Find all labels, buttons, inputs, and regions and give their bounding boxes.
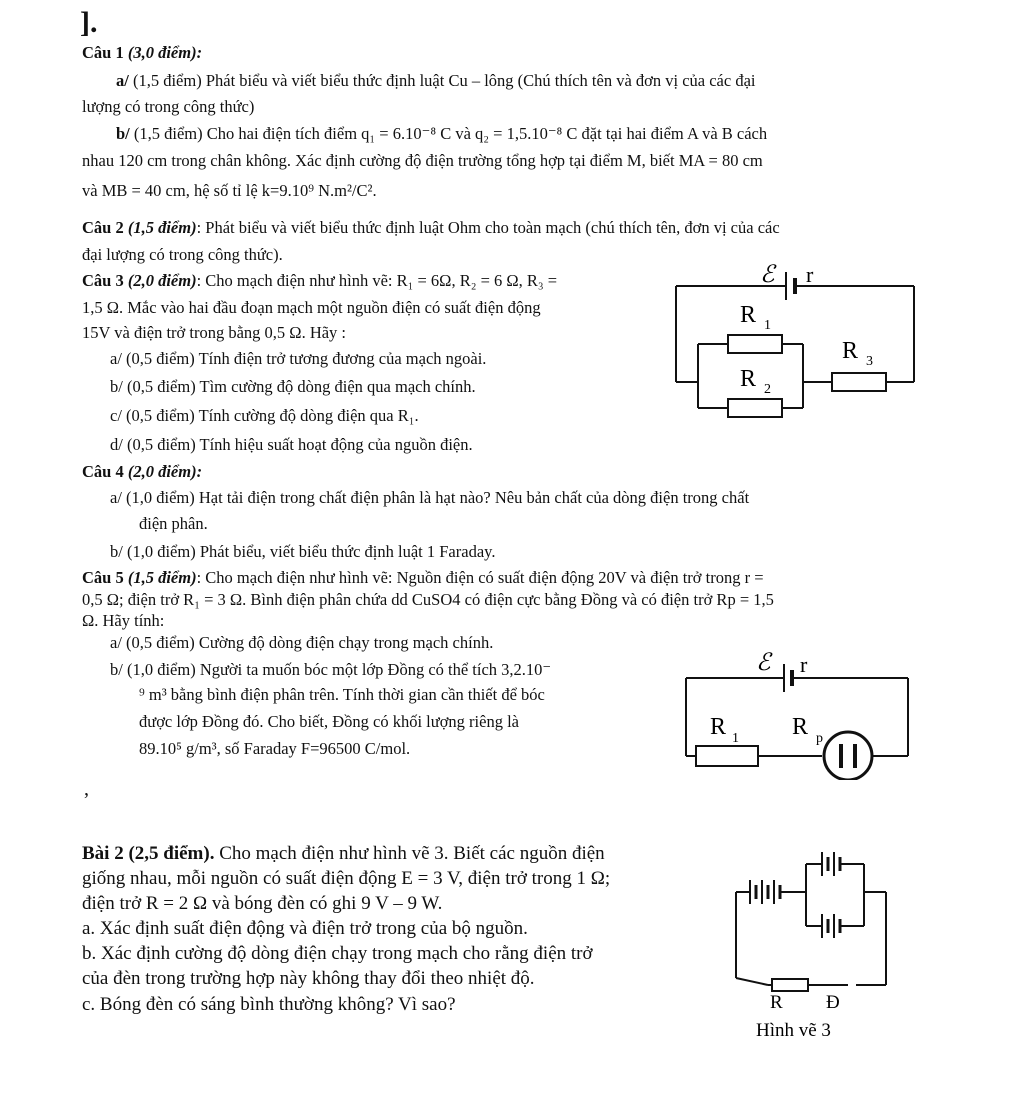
cau3-b: b/ (0,5 điểm) Tìm cường độ dòng điện qua mạch chính. <box>110 377 476 396</box>
cau4-a-line1: a/ (1,0 điểm) Hạt tải điện trong chất điện phân là hạt nào? Nêu bản chất của dòng điện trong chất <box>110 488 750 507</box>
cau1-b-label: b/ <box>116 124 130 143</box>
bai2-title: Bài 2 (2,5 điểm). <box>82 843 215 864</box>
cau5-rp-sub: p <box>816 731 823 746</box>
cau5-b-line4: 89.10⁵ g/m³, số Faraday F=96500 C/mol. <box>139 739 411 758</box>
stray-comma: , <box>84 778 89 800</box>
cau2-line1 <box>82 217 780 239</box>
cau1-heading <box>82 42 202 64</box>
cau3-r2-label: R <box>740 366 757 392</box>
cau5-electrolytic-cell <box>824 732 872 780</box>
cau4-a-line2: điện phân. <box>139 514 208 533</box>
cau5-r1-label: R <box>710 714 727 740</box>
bai2-line2: giống nhau, mỗi nguồn có suất điện động E = 3 V, điện trở trong 1 Ω; <box>82 868 611 889</box>
bai2-d-label: Đ <box>826 992 840 1013</box>
bai2-b-line2: của đèn trong trường hợp này không thay đổi theo nhiệt độ. <box>82 968 535 989</box>
cau4-heading <box>82 461 202 483</box>
cau1-b-line2: nhau 120 cm trong chân không. Xác định cường độ điện trường tổng hợp tại điểm M, biết MA = 80 cm <box>82 151 763 170</box>
cau5-b-line1: b/ (1,0 điểm) Người ta muốn bóc một lớp Đồng có thể tích 3,2.10⁻ <box>110 660 552 679</box>
cau3-line2: 1,5 Ω. Mắc vào hai đầu đoạn mạch một nguồn điện có suất điện động <box>82 298 541 317</box>
cau3-r1-label: R <box>740 302 757 328</box>
cau3-r2-sub: 2 <box>764 382 771 397</box>
cau3-c: c/ (0,5 điểm) Tính cường độ dòng điện qua R₁. <box>110 406 419 425</box>
cau3-d: d/ (0,5 điểm) Tính hiệu suất hoạt động của nguồn điện. <box>110 435 473 454</box>
cau5-resistor-r1 <box>696 746 758 766</box>
cau3-resistor-r1 <box>728 335 782 353</box>
cau1-b-line3: và MB = 40 cm, hệ số tỉ lệ k=9.10⁹ N.m²/C². <box>82 181 377 200</box>
bai2-circuit-diagram <box>728 840 898 1050</box>
cau5-line3: Ω. Hãy tính: <box>82 611 165 630</box>
cau1-points: (3,0 điểm): <box>127 43 203 62</box>
cau1-a-text: (1,5 điểm) Phát biểu và viết biểu thức định luật Cu – lông (Chú thích tên và đơn vị của các đại <box>128 71 756 90</box>
cau3-resistor-r3 <box>832 373 886 391</box>
cau4-b: b/ (1,0 điểm) Phát biểu, viết biểu thức định luật 1 Faraday. <box>110 542 496 561</box>
cau3-a: a/ (0,5 điểm) Tính điện trở tương đương của mạch ngoài. <box>110 349 487 368</box>
cau3-title: Câu 3 <box>82 271 124 290</box>
cau3-r-label: r <box>806 262 814 287</box>
cau5-text: : Cho mạch điện như hình vẽ: Nguồn điện có suất điện động 20V và điện trở trong r = <box>196 568 764 587</box>
cau5-line2: 0,5 Ω; điện trở R₁ = 3 Ω. Bình điện phân chứa dd CuSO4 có điện cực bằng Đồng và có điện trở Rp = 1,5 <box>82 590 774 609</box>
cau5-a: a/ (0,5 điểm) Cường độ dòng điện chạy trong mạch chính. <box>110 633 494 652</box>
cau1-b-text: (1,5 điểm) Cho hai điện tích điểm q₁ = 6.10⁻⁸ C và q₂ = 1,5.10⁻⁸ C đặt tại hai điểm A và B cách <box>129 124 768 143</box>
bai2-line1 <box>82 842 605 866</box>
bai2-resistor-r <box>772 979 808 991</box>
cau5-emf-label: ℰ <box>756 650 771 676</box>
cau5-r-label: r <box>800 652 808 677</box>
bai2-line3: điện trở R = 2 Ω và bóng đèn có ghi 9 V – 9 W. <box>82 893 443 914</box>
cau3-r3-label: R <box>842 338 859 364</box>
cau2-text: : Phát biểu và viết biểu thức định luật Ohm cho toàn mạch (chú thích tên, đơn vị của các <box>196 218 780 237</box>
bai2-b-line1: b. Xác định cường độ dòng điện chạy trong mạch cho rằng điện trở <box>82 943 593 964</box>
cau1-a-line1 <box>116 70 756 92</box>
cau3-line3: 15V và điện trở trong bằng 0,5 Ω. Hãy : <box>82 323 347 342</box>
cau1-a-label: a/ <box>116 71 129 90</box>
header-mark: ]. <box>80 6 98 39</box>
cau2-title: Câu 2 <box>82 218 124 237</box>
cau3-line1 <box>82 270 557 292</box>
cau5-r1-sub: 1 <box>732 731 739 746</box>
cau4-title: Câu 4 <box>82 462 124 481</box>
cau3-r3-sub: 3 <box>866 354 873 369</box>
cau3-emf-label: ℰ <box>760 262 775 288</box>
bai2-a: a. Xác định suất điện động và điện trở trong của bộ nguồn. <box>82 918 528 939</box>
bai2-c: c. Bóng đèn có sáng bình thường không? Vì sao? <box>82 994 456 1015</box>
cau1-b-line1 <box>116 123 767 145</box>
cau4-points: (2,0 điểm): <box>127 462 203 481</box>
cau5-line1 <box>82 567 764 589</box>
cau3-text: : Cho mạch điện như hình vẽ: R₁ = 6Ω, R₂ = 6 Ω, R₃ = <box>196 271 558 290</box>
cau3-resistor-r2 <box>728 399 782 417</box>
cau2-line2: đại lượng có trong công thức). <box>82 245 283 264</box>
bai2-r-label: R <box>770 992 783 1013</box>
cau5-circuit-diagram <box>680 640 920 780</box>
cau2-points: (1,5 điểm) <box>127 218 197 237</box>
cau5-title: Câu 5 <box>82 568 124 587</box>
cau1-title: Câu 1 <box>82 43 124 62</box>
cau3-circuit-diagram <box>668 258 928 430</box>
cau3-points: (2,0 điểm) <box>127 271 197 290</box>
cau5-rp-label: R <box>792 714 809 740</box>
cau1-a-line2: lượng có trong công thức) <box>82 97 255 116</box>
cau5-b-line3: được lớp Đồng đó. Cho biết, Đồng có khối lượng riêng là <box>139 712 519 731</box>
cau3-r1-sub: 1 <box>764 318 771 333</box>
bai2-text: Cho mạch điện như hình vẽ 3. Biết các nguồn điện <box>214 843 605 864</box>
cau5-b-line2: ⁹ m³ bằng bình điện phân trên. Tính thời gian cần thiết để bóc <box>139 685 545 704</box>
cau5-points: (1,5 điểm) <box>127 568 197 587</box>
bai2-caption: Hình vẽ 3 <box>756 1020 831 1041</box>
